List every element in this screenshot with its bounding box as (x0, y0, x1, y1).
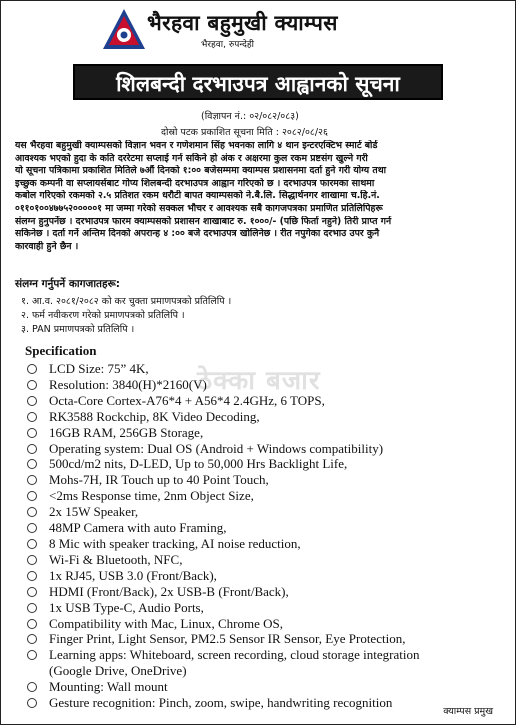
bullet-icon (27, 380, 37, 390)
spec-item-text: 16GB RAM, 256GB Storage, (49, 424, 204, 440)
spec-item (25, 520, 420, 536)
bullet-icon (27, 539, 37, 549)
spec-item (25, 631, 420, 647)
body-line: आवश्यक भएकाे हुदा के कति दररेटमा सप्लाई गर्न सकिने हो अंक र अक्षरमा कुल रकम प्रष्टसंग खुल्ने गरी (15, 152, 368, 164)
bullet-icon (27, 682, 37, 692)
advertisement-number: (विज्ञापन नं.: ०२/०८२/०८३) (201, 111, 299, 122)
bullet-icon (27, 634, 37, 644)
spec-item (25, 647, 420, 663)
spec-item-text: Operating system: Dual OS (Android + Windows compatibility) (49, 440, 384, 456)
spec-item-text: 8 Mic with speaker tracking, AI noise reduction, (49, 535, 301, 551)
document-item: २. फर्म नवीकरण गरेको प्रमाणपत्रको प्रतिलिपि । (21, 310, 185, 321)
spec-item-text: Wi-Fi & Bluetooth, NFC, (49, 551, 183, 567)
spec-item-text: <2ms Response time, 2nm Object Size, (49, 488, 254, 504)
college-name: भैरहवा बहुमुखी क्याम्पस (147, 11, 338, 35)
bullet-icon (27, 555, 37, 565)
body-line: सकिनेछ । दर्ता गर्ने अन्तिम दिनको अपरान्ह ४ :०० बजे दरभाउपत्र खोलिनेछ । रीत नपुगेका दरभाउ उपर कुनै (15, 228, 380, 240)
documents-list (21, 295, 231, 337)
bullet-icon (27, 459, 37, 469)
documents-heading: संलग्न गर्नुपर्ने कागजातहरू: (15, 278, 120, 290)
body-line: कबोल गरिएको रकमको २.५ प्रतिशत रकम धरौटी बापत क्याम्पसको ने.बै.लि. सिद्धार्थनगर शाखामा च.हि.नं. (15, 190, 380, 202)
spec-item-text: 1x RJ45, USB 3.0 (Front/Back), (49, 567, 217, 583)
spec-item (25, 584, 420, 600)
college-address: भैरहवा, रुपन्देही (201, 40, 255, 50)
spec-item (25, 679, 420, 695)
body-line: कारवाही हुने छैन । (15, 240, 79, 252)
spec-item-text: Learning apps: Whiteboard, screen recording, cloud storage integration (49, 647, 420, 663)
spec-item (25, 361, 420, 377)
spec-item (25, 441, 420, 457)
bullet-icon (27, 491, 37, 501)
spec-item-text: HDMI (Front/Back), 2x USB-B (Front/Back), (49, 583, 289, 599)
spec-item (25, 568, 420, 584)
spec-item-text: Compatibility with Mac, Linux, Chrome OS, (49, 615, 283, 631)
spec-item (25, 409, 420, 425)
spec-item (25, 552, 420, 568)
bullet-icon (27, 507, 37, 517)
body-line: ०११०१००४७७५२०००००१ मा जम्मा गरेको सक्कल भौचर र आवश्यक सबै कागजपत्रका प्रमाणित प्रतिलिपिहरू (15, 202, 383, 214)
bullet-icon (27, 396, 37, 406)
spec-item (25, 536, 420, 552)
spec-item-text: RK3588 Rockchip, 8K Video Decoding, (49, 408, 260, 424)
spec-item (25, 377, 420, 393)
spec-item (25, 504, 420, 520)
bullet-icon (27, 444, 37, 454)
spec-item-text: LCD Size: 75” 4K, (49, 361, 149, 376)
spec-item-text: 48MP Camera with auto Framing, (49, 520, 227, 536)
specification-heading: Specification (25, 343, 97, 358)
body-line: यस भैरहवा बहुमुखी क्याम्पसको विज्ञान भवन र गणेशमान सिंह भवनका लागि ४ थान इन्टरएक्टिभ स्मार्ट बोर्ड (15, 140, 378, 151)
bullet-icon (27, 475, 37, 485)
notice-title-banner: शिलबन्दी दरभाउपत्र आह्वानको सूचना (73, 64, 443, 100)
spec-item-text: Gesture recognition: Pinch, zoom, swipe, handwriting recognition (49, 695, 393, 711)
notice-body (15, 140, 507, 253)
spec-item-text: 2x 15W Speaker, (49, 504, 139, 520)
body-line: इच्छुक कम्पनी वा सप्लायर्सबाट गोप्य शिलबन्दी दरभाउपत्र आह्वान गरिएको छ । दरभाउपत्र फारमका साथमा (15, 177, 375, 189)
bullet-icon (27, 428, 37, 438)
body-line: यो सूचना पत्रिकामा प्रकाशित मितिले ७औं दिनको १:०० बजेसम्ममा क्याम्पस प्रशासनमा दर्ता हुने गरी योग्य तथा (15, 165, 387, 177)
spec-item-text: Mounting: Wall mount (49, 679, 168, 695)
bullet-icon (27, 698, 37, 708)
spec-item-continuation: (Google Drive, OneDrive) (49, 663, 187, 679)
body-line: संलग्न हुनुपर्नेछ । दरभाउपत्र फारम क्याम्पसको प्रशासन शाखाबाट रु. १०००/- (पछि फिर्ता नहुने) तिरी प्राप्त गर्न (15, 215, 392, 227)
bullet-icon (27, 571, 37, 581)
bullet-icon (27, 587, 37, 597)
document-item: १. आ.व. २०८१/२०८२ को कर चुक्ता प्रमाणपत्रको प्रतिलिपि । (21, 296, 232, 307)
spec-item-text: 500cd/m2 nits, D-LED, Up to 50,000 Hrs Backlight Life, (49, 456, 348, 472)
bullet-icon (27, 650, 37, 660)
spec-item (25, 488, 420, 504)
bullet-icon (27, 364, 37, 374)
watermark-logo: ठेक्का बजार (197, 366, 321, 396)
bullet-icon (27, 603, 37, 613)
spec-item (25, 600, 420, 616)
spec-item (25, 425, 420, 441)
bullet-icon (27, 412, 37, 422)
publish-date: दोस्रो पटक प्रकाशित सूचना मिति : २०८२/०८/२६ (161, 127, 328, 138)
spec-item (25, 616, 420, 632)
college-logo-icon (101, 7, 147, 53)
document-item: ३. PAN प्रमाणपत्रको प्रतिलिपि । (21, 324, 135, 335)
spec-item (25, 393, 420, 409)
spec-item-text: 1x USB Type-C, Audio Ports, (49, 599, 204, 615)
spec-item-text: Finger Print, Light Sensor, PM2.5 Sensor IR Sensor, Eye Protection, (49, 631, 406, 647)
spec-item-text: Resolution: 3840(H)*2160(V) (49, 376, 207, 392)
signature-title: क्याम्पस प्रमुख (443, 706, 493, 717)
spec-item (25, 695, 420, 711)
spec-item (25, 472, 420, 488)
bullet-icon (27, 523, 37, 533)
spec-item (25, 456, 420, 472)
spec-item-text: Mohs-7H, IR Touch up to 40 Point Touch, (49, 472, 269, 488)
specification-list (25, 361, 420, 711)
bullet-icon (27, 619, 37, 629)
spec-item-text: Octa-Core Cortex-A76*4 + A56*4 2.4GHz, 6 TOPS, (49, 392, 325, 408)
